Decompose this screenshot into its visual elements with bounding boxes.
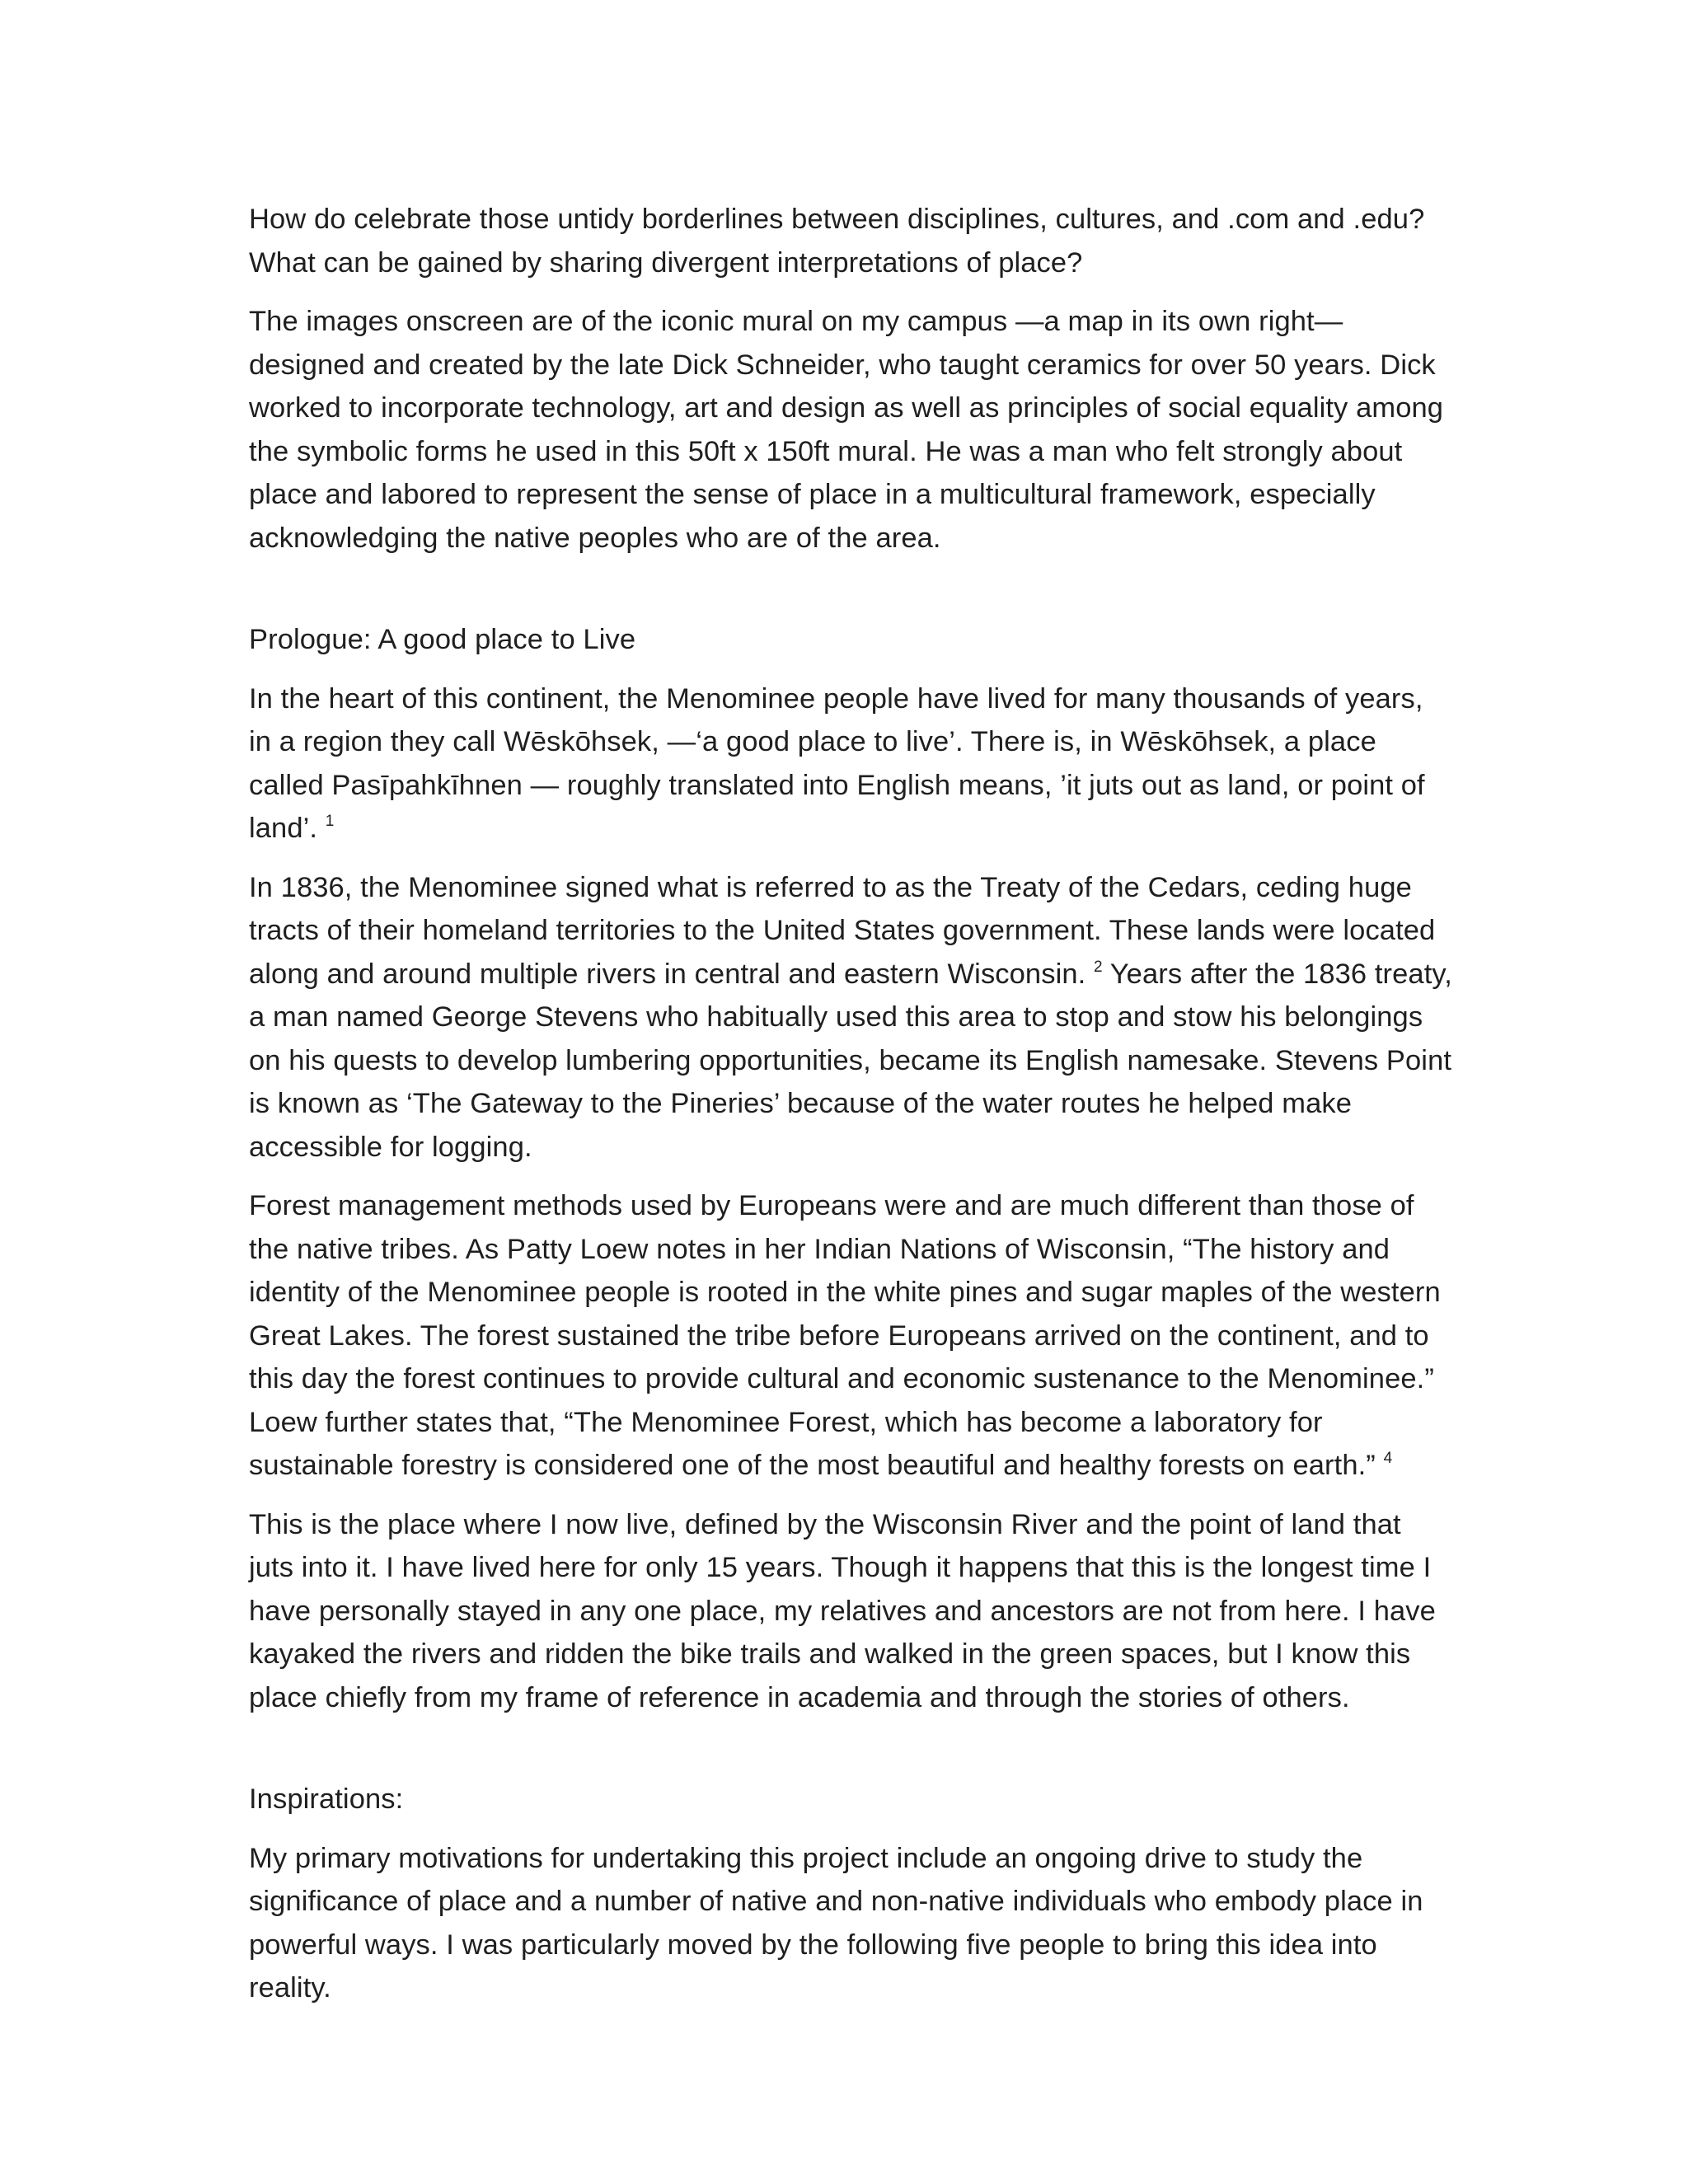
paragraph-text: In the heart of this continent, the Menominee people have lived for many thousands of years, in a region they call Wēskōhsek, —‘a good place to live’. There is, in Wēskōhsek, a place called Pasīpahkīhnen — roughly translated into English means, ’it juts out as land, or point of land’. (249, 682, 1425, 844)
footnote-marker: 4 (1383, 1450, 1393, 1467)
paragraph-text: Years after the 1836 treaty, a man named George Stevens who habitually used this area to stop and stow his belongings on his quests to develop lumbering opportunities, became its English namesake. Stevens Point is known as ‘The Gateway to the Pineries’ because of the water routes he helped make accessible for logging. (249, 958, 1452, 1163)
prologue-paragraph-3 (249, 1184, 1452, 1488)
prologue-heading: Prologue: A good place to Live (249, 624, 636, 655)
paragraph-text: Forest management methods used by Europeans were and are much different than those of the native tribes. As Patty Loew notes in her Indian Nations of Wisconsin, “The history and identity of the Menominee people is rooted in the white pines and sugar maples of the western Great Lakes. The forest sustained the tribe before Europeans arrived on the continent, and to this day the forest continues to provide cultural and economic sustenance to the Menominee.” Loew further states that, “The Menominee Forest, which has become a laboratory for sustainable forestry is considered one of the most beautiful and healthy forests on earth.” (249, 1190, 1441, 1481)
section-gap (249, 1735, 1452, 1778)
footnote-marker: 2 (1094, 958, 1103, 976)
inspirations-paragraph-1: My primary motivations for undertaking this project include an ongoing drive to study the significance of place and a number of native and non-native individuals who embody place in powerful ways. I was particularly moved by the following five people to bring this idea into reality. (249, 1842, 1423, 2004)
intro-questions-paragraph: How do celebrate those untidy borderlines between disciplines, cultures, and .com and .edu? What can be gained by sharing divergent interpretations of place? (249, 204, 1425, 279)
prologue-paragraph-4: This is the place where I now live, defined by the Wisconsin River and the point of land that juts into it. I have lived here for only 15 years. Though it happens that this is the longest time I have personally stayed in any one place, my relatives and ancestors are not from here. I have kayaked the rivers and ridden the bike trails and walked in the green spaces, but I know this place chiefly from my frame of reference in academia and through the stories of others. (249, 1508, 1436, 1713)
section-gap (249, 575, 1452, 618)
prologue-paragraph-1 (249, 677, 1452, 851)
inspirations-heading: Inspirations: (249, 1783, 404, 1815)
document-page (249, 198, 1452, 2026)
paragraph-text: In 1836, the Menominee signed what is referred to as the Treaty of the Cedars, ceding huge tracts of their homeland territories to the United States government. These lands were located along and around multiple rivers in central and eastern Wisconsin. (249, 871, 1436, 990)
prologue-paragraph-2 (249, 866, 1452, 1169)
footnote-marker: 1 (325, 813, 335, 830)
mural-paragraph: The images onscreen are of the iconic mural on my campus —a map in its own right— designed and created by the late Dick Schneider, who taught ceramics for over 50 years. Dick worked to incorporate technology, art and design as well as principles of social equality among the symbolic forms he used in this 50ft x 150ft mural. He was a man who felt strongly about place and labored to represent the sense of place in a multicultural framework, especially acknowledging the native peoples who are of the area. (249, 306, 1444, 554)
